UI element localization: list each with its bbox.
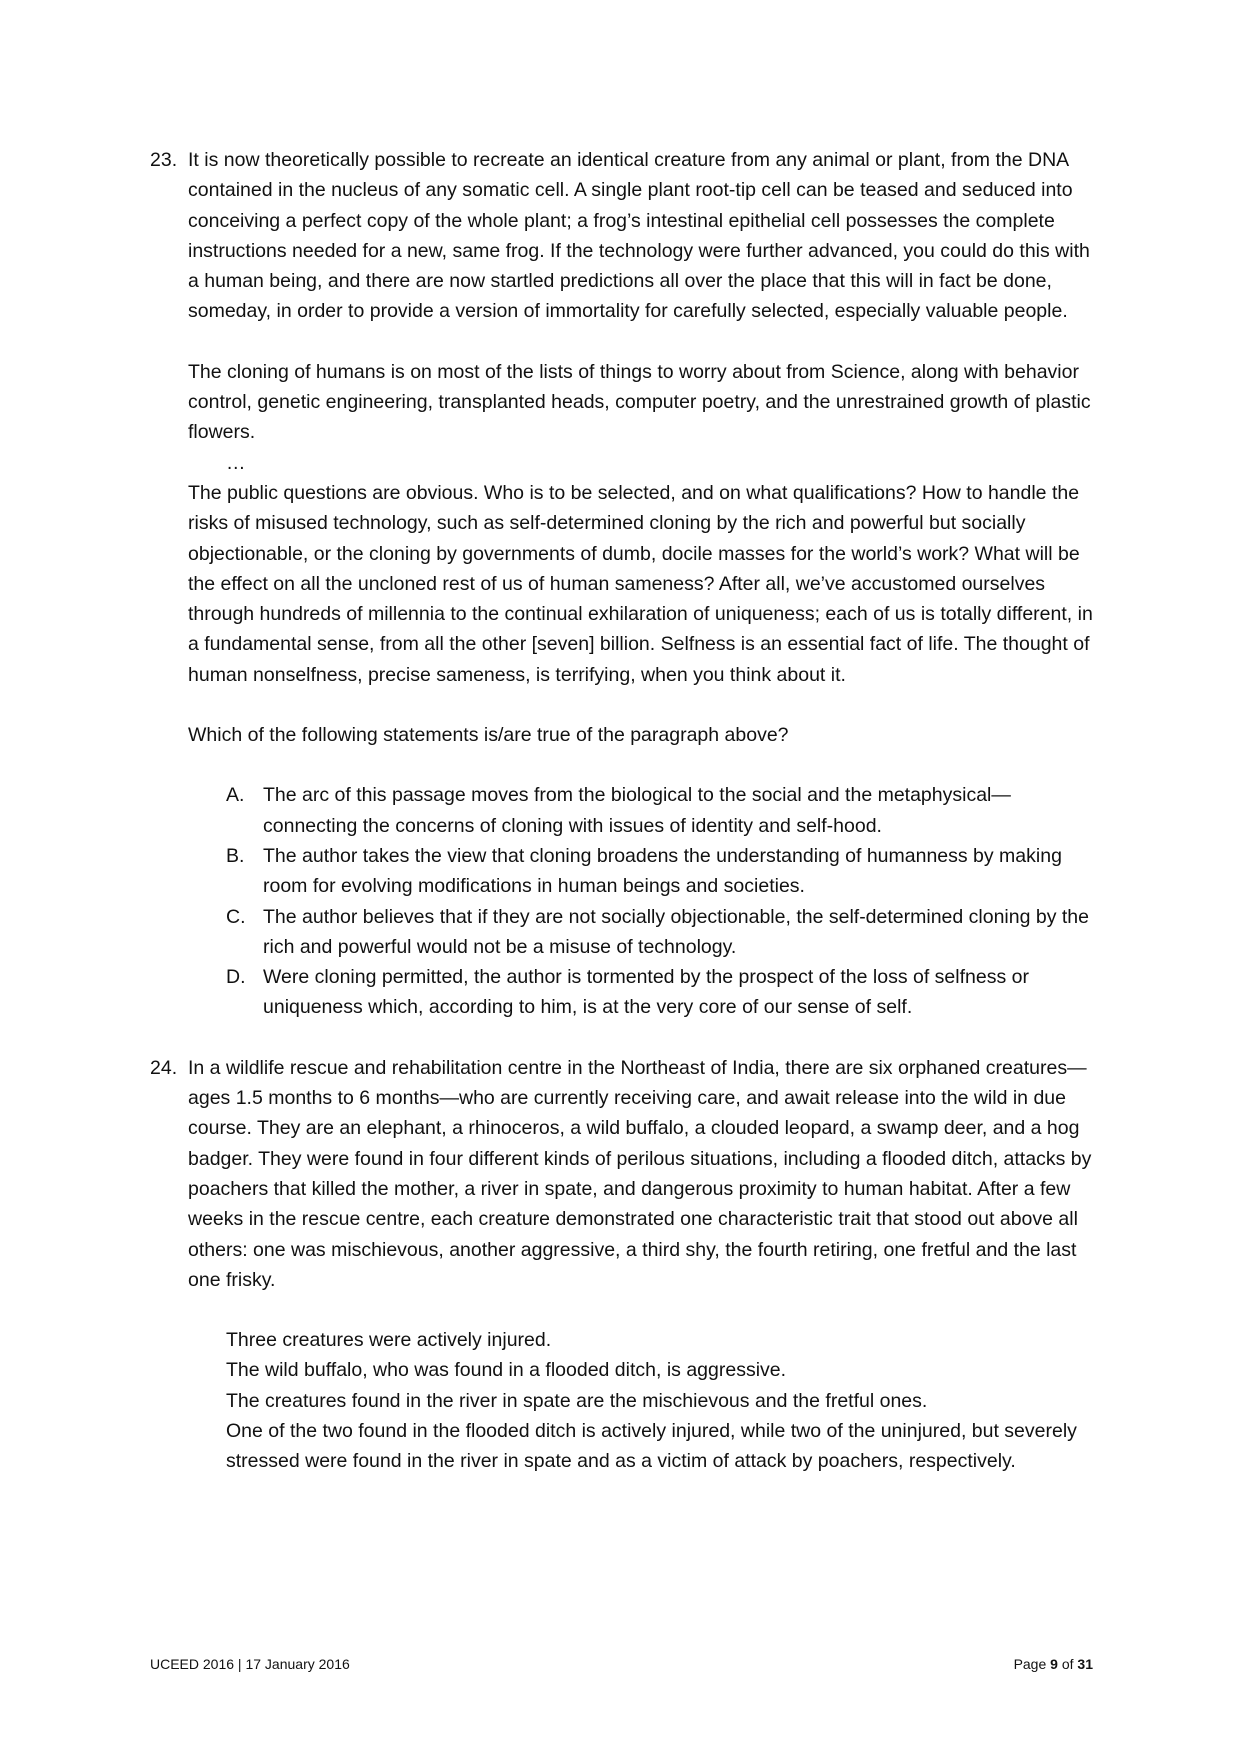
option-text: The arc of this passage moves from the biological to the social and the metaphysical—connecting the concerns of cloning with issues of identity and self-hood. — [263, 784, 1011, 837]
passage-paragraph-3: The public questions are obvious. Who is to be selected, and on what qualifications? How to handle the risks of misused technology, such as self-determined cloning by the rich and powerful but socially objectionable, or the cloning by governments of dumb, docile masses for the world’s work? What will be the effect on all the uncloned rest of us of human sameness? After all, we’ve accustomed ourselves through hundreds of millennia to the continual exhilaration of uniqueness; each of us is totally different, in a fundamental sense, from all the other [seven] billion. Selfness is an essential fact of life. The thought of human nonselfness, precise sameness, is terrifying, when you think about it. — [188, 481, 1093, 686]
page-number — [1014, 1655, 1093, 1673]
option-a — [188, 780, 1100, 841]
question-prompt: Which of the following statements is/are true of the paragraph above? — [188, 724, 789, 747]
clue-item: The creatures found in the river in spate are the mischievous and the fretful ones. — [226, 1389, 928, 1412]
option-b — [188, 841, 1100, 902]
clue-list — [188, 1325, 1100, 1476]
page-current: 9 — [1050, 1656, 1058, 1672]
option-label: D. — [226, 966, 246, 989]
option-label: A. — [226, 784, 245, 807]
page-content — [150, 145, 1100, 1477]
page-prefix: Page — [1013, 1656, 1051, 1672]
option-text: The author takes the view that cloning broadens the understanding of humanness by making room for evolving modifications in human beings and societies. — [263, 844, 1062, 898]
passage-paragraph-2: The cloning of humans is on most of the lists of things to worry about from Science, along with behavior control, genetic engineering, transplanted heads, computer poetry, and the unrestrained growth of plastic flowers. — [188, 360, 1091, 444]
question-number: 24. — [150, 1056, 178, 1079]
passage-paragraph: In a wildlife rescue and rehabilitation centre in the Northeast of India, there are six orphaned creatures—ages 1.5 months to 6 months—who are currently receiving care, and await release into the wild in due course. They are an elephant, a rhinoceros, a wild buffalo, a clouded leopard, a swamp deer, and a hog badger. They were found in four different kinds of perilous situations, including a flooded ditch, attacks by poachers that killed the mother, a river in spate, and dangerous proximity to human habitat. After a few weeks in the rescue centre, each creature demonstrated one characteristic trait that stood out above all others: one was mischievous, another aggressive, a third shy, the fourth retiring, one fretful and the last one frisky. — [188, 1056, 1092, 1291]
option-label: C. — [226, 905, 246, 928]
option-c — [188, 902, 1100, 963]
option-label: B. — [226, 844, 245, 867]
option-text: Were cloning permitted, the author is tormented by the prospect of the loss of selfness or uniqueness which, according to him, is at the very core of our sense of self. — [263, 966, 1029, 1019]
question-24 — [150, 1053, 1100, 1477]
passage-ellipsis: … — [226, 451, 246, 474]
clue-item: One of the two found in the flooded ditch is actively injured, while two of the uninjured, but severely stressed were found in the river in spate and as a victim of attack by poachers, respectively. — [226, 1419, 1077, 1473]
answer-options — [188, 780, 1100, 1022]
question-23 — [150, 145, 1100, 1023]
clue-item: The wild buffalo, who was found in a flooded ditch, is aggressive. — [226, 1359, 787, 1382]
page-total: 31 — [1077, 1656, 1093, 1672]
option-d — [188, 962, 1100, 1023]
page-of: of — [1057, 1656, 1078, 1672]
footer-exam-info: UCEED 2016 | 17 January 2016 — [150, 1656, 350, 1672]
clue-item: Three creatures were actively injured. — [226, 1329, 552, 1352]
question-number: 23. — [150, 149, 178, 171]
passage-paragraph-1: It is now theoretically possible to recreate an identical creature from any animal or plant, from the DNA contained in the nucleus of any somatic cell. A single plant root-tip cell can be teased and seduced into conceiving a perfect copy of the whole plant; a frog’s intestinal epithelial cell possesses the complete instructions needed for a new, same frog. If the technology were further advanced, you could do this with a human being, and there are now startled predictions all over the place that this will in fact be done, someday, in order to provide a version of immortality for carefully selected, especially valuable people. — [188, 149, 1090, 323]
option-text: The author believes that if they are not socially objectionable, the self-determined cloning by the rich and powerful would not be a misuse of technology. — [263, 905, 1089, 958]
